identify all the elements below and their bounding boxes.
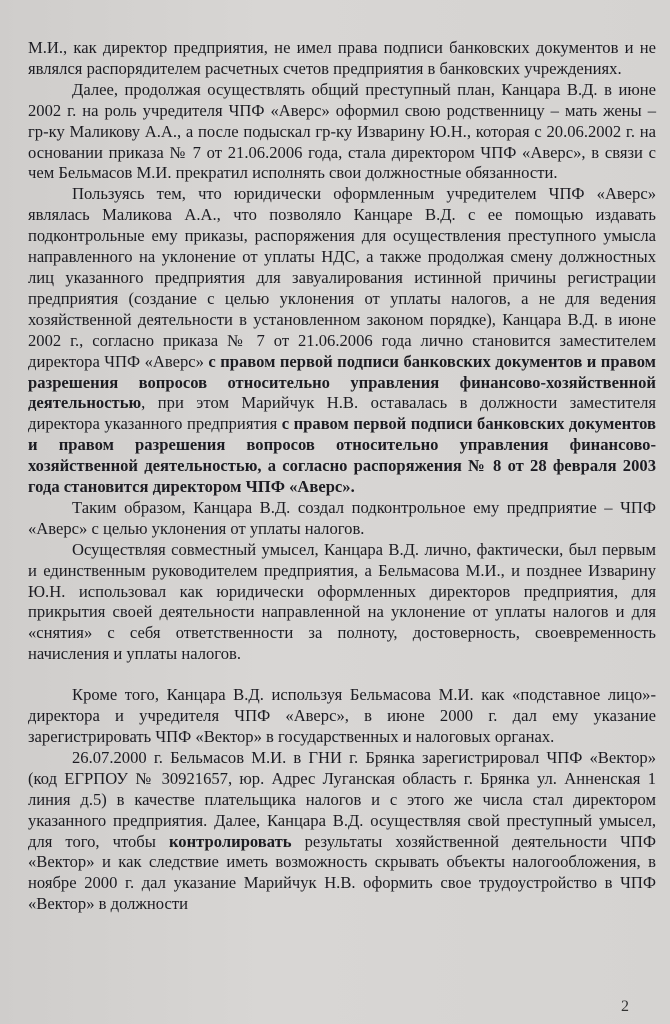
text-segment: 26.07.2000 г. Бельмасов М.И. в ГНИ г. Брянка зарегистрировал ЧПФ «Вектор» (код ЕГРПОУ № 30921657, юр. Адрес Луганская область г. Брянка ул. Анненская 1 линия д.5) в качестве плательщика налогов и с этого же числа стал директором указанного предприятия. Далее, Канцара В.Д. осуществляя свой преступный умысел, для того, чтобы — [28, 747, 656, 851]
text-segment: Далее, продолжая осуществлять общий преступный план, Канцара В.Д. в июне 2002 г. на роль учредителя ЧПФ «Аверс» оформил свою родственницу – мать жены – гр-ку Маликову А.А., а после подыскал гр-ку Изварину Ю.Н., которая с 20.06.2002 г. на основании приказа № 7 от 21.06.2006 года, стала директором ЧПФ «Аверс», в связи с чем Бельмасов М.И. прекратил исполнять свои должностные обязанности. — [28, 79, 656, 183]
text-segment: Кроме того, Канцара В.Д. используя Бельмасова М.И. как «подставное лицо»- директора и учредителя ЧПФ «Аверс», в июне 2000 г. дал ему указание зарегистрировать ЧПФ «Вектор» в государственных и налоговых органах. — [28, 685, 656, 746]
bold-text-segment: с правом первой подписи банковских документов и правом разрешения вопросов относительно управления финансово-хозяйственной деятельностью — [28, 351, 656, 413]
page-number: 2 — [621, 998, 629, 1015]
paragraph-p7 — [28, 748, 656, 915]
text-segment: , при этом Марийчук Н.В. оставалась в должности заместителя директора указанного предприятия — [28, 393, 656, 434]
paragraph-p6 — [28, 685, 656, 748]
bold-text-segment: с правом первой подписи банковских документов и правом разрешения вопросов относительно управления финансово-хозяйственной деятельностью, а согласно распоряжения № 8 от 28 февраля 2003 года становится директором ЧПФ «Аверс». — [28, 414, 657, 497]
paragraph-p4 — [28, 498, 656, 540]
paragraph-p3 — [28, 184, 656, 498]
paragraph-p2 — [28, 80, 656, 185]
text-segment: Пользуясь тем, что юридически оформленным учредителем ЧПФ «Аверс» являлась Маликова А.А., что позволяло Канцаре В.Д. с ее помощью издавать подконтрольные ему приказы, распоряжения для осуществления преступного умысла направленного на уклонение от уплаты НДС, а также продолжая смену должностных лиц указанного предприятия для завуалирования истинной причины регистрации предприятия (создание с целью уклонения от уплаты налогов, а не для ведения хозяйственной деятельности в установленном законом порядке), Канцара В.Д. в июне 2002 г., согласно приказа № 7 от 21.06.2006 года лично становится заместителем директора ЧПФ «Аверс» — [28, 184, 656, 371]
text-segment: М.И., как директор предприятия, не имел права подписи банковских документов и не являлся распорядителем расчетных счетов предприятия в банковских учреждениях. — [28, 38, 656, 78]
text-segment: Таким образом, Канцара В.Д. создал подконтрольное ему предприятие – ЧПФ «Аверс» с целью уклонения от уплаты налогов. — [28, 497, 656, 538]
document-body — [28, 38, 656, 915]
text-segment: Осуществляя совместный умысел, Канцара В.Д. лично, фактически, был первым и единственным руководителем предприятия, а Бельмасова М.И., и позднее Изварину Ю.Н. использовал как юридически оформленных директоров предприятия, для прикрытия своей деятельности направленной на уклонение от уплаты налогов и для «снятия» с себя ответственности за полноту, достоверность, своевременность начисления и уплаты налогов. — [28, 539, 656, 664]
paragraph-p5 — [28, 540, 656, 665]
bold-text-segment: контролировать — [168, 831, 292, 851]
text-segment: результаты хозяйственной деятельности ЧПФ «Вектор» и как следствие иметь возможность скрывать объекты налогообложения, в ноябре 2000 г. дал указание Марийчук Н.В. оформить свое трудоустройство в ЧПФ «Вектор» в должности — [28, 831, 656, 914]
paragraph-p1 — [28, 38, 656, 80]
